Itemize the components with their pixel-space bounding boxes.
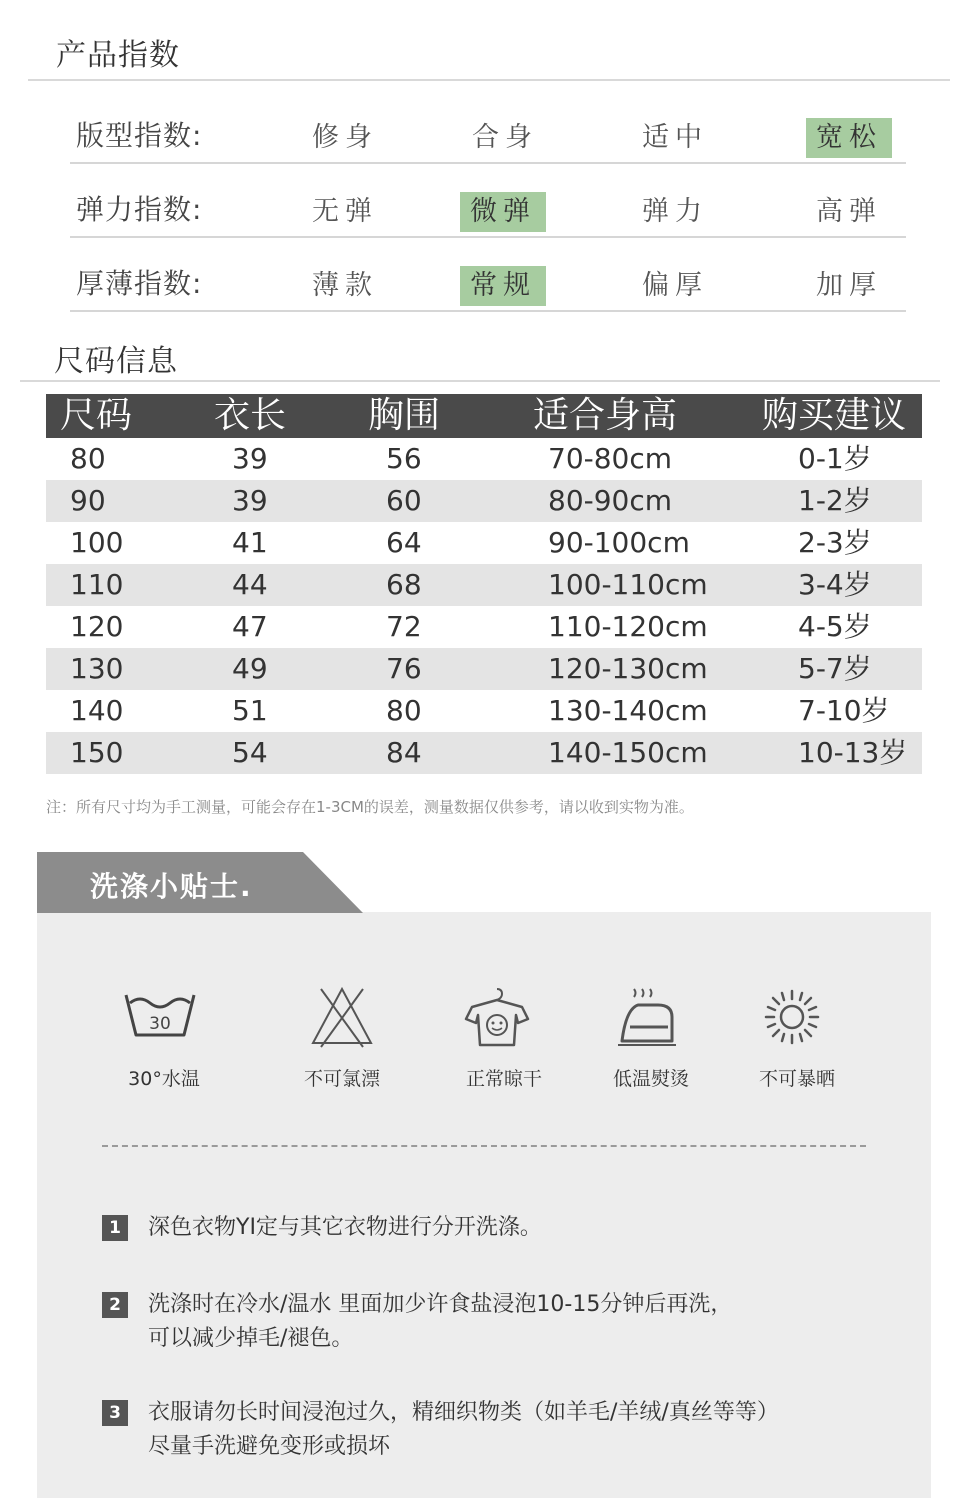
cell-height: 120-130cm: [548, 652, 708, 685]
cell-length: 41: [232, 526, 268, 559]
cell-chest: 60: [386, 484, 422, 517]
thickness-index-label: 厚薄指数:: [76, 267, 203, 300]
table-row: [46, 438, 922, 480]
cell-height: 90-100cm: [548, 526, 690, 559]
cell-age: 4-5岁: [798, 610, 872, 643]
fit-option-loose: 宽松: [806, 118, 892, 158]
cell-age: 7-10岁: [798, 694, 890, 727]
low-iron-icon: [587, 985, 707, 1055]
fit-option-slim: 修身: [312, 122, 378, 153]
cell-size: 90: [70, 484, 106, 517]
header-age: 购买建议: [762, 395, 907, 436]
divider: [20, 380, 940, 382]
cell-size: 100: [70, 526, 124, 559]
cell-size: 120: [70, 610, 124, 643]
size-table: [46, 394, 922, 774]
tip-number-2: 2: [102, 1292, 128, 1318]
tip-text-3: 衣服请勿长时间浸泡过久，精细织物类（如羊毛/羊绒/真丝等等） 尽量手洗避免变形或损坏: [148, 1400, 779, 1459]
header-size: 尺码: [60, 395, 133, 436]
fit-option-regular: 合身: [472, 122, 538, 153]
fit-index-label: 版型指数:: [76, 119, 203, 152]
cell-length: 44: [232, 568, 268, 601]
cell-chest: 72: [386, 610, 422, 643]
cell-age: 0-1岁: [798, 442, 872, 475]
cell-length: 51: [232, 694, 268, 727]
table-row: [46, 522, 922, 564]
cell-size: 110: [70, 568, 124, 601]
cell-length: 47: [232, 610, 268, 643]
tip-text-2: 洗涤时在冷水/温水 里面加少许食盐浸泡10-15分钟后再洗， 可以减少掉毛/褪色。: [148, 1292, 733, 1351]
size-table-header: [46, 394, 922, 438]
no-sun-icon: [732, 985, 852, 1055]
stretch-option-high: 高弹: [816, 196, 882, 227]
cell-size: 130: [70, 652, 124, 685]
fit-index-row: [70, 104, 906, 164]
size-note: 注：所有尺寸均为手工测量，可能会存在1-3CM的误差，测量数据仅供参考，请以收到实物为准。: [46, 798, 694, 816]
cell-height: 140-150cm: [548, 736, 708, 769]
stretch-option-stretch: 弹力: [642, 196, 708, 227]
icon-label-no-sun: 不可暴晒: [758, 1068, 835, 1090]
thickness-option-extra-thick: 加厚: [816, 270, 882, 301]
cell-chest: 80: [386, 694, 422, 727]
table-row: [46, 732, 922, 774]
table-row: [46, 690, 922, 732]
thickness-option-thick: 偏厚: [642, 270, 708, 301]
cell-chest: 68: [386, 568, 422, 601]
cell-length: 49: [232, 652, 268, 685]
cell-age: 5-7岁: [798, 652, 872, 685]
table-row: [46, 480, 922, 522]
table-row: [46, 648, 922, 690]
cell-age: 1-2岁: [798, 484, 872, 517]
thickness-option-thin: 薄款: [312, 270, 378, 301]
cell-chest: 64: [386, 526, 422, 559]
thickness-option-regular: 常规: [460, 266, 546, 306]
size-table-body: [46, 438, 922, 774]
cell-height: 70-80cm: [548, 442, 673, 475]
cell-height: 130-140cm: [548, 694, 708, 727]
tip-number-1: 1: [102, 1215, 128, 1241]
cell-height: 80-90cm: [548, 484, 673, 517]
table-row: [46, 606, 922, 648]
tip-text-1: 深色衣物YI定与其它衣物进行分开洗涤。: [148, 1215, 542, 1240]
stretch-index-label: 弹力指数:: [76, 193, 203, 226]
divider: [28, 79, 950, 81]
stretch-option-slight: 微弹: [460, 192, 546, 232]
thickness-index-row: [70, 252, 906, 312]
cell-age: 10-13岁: [798, 736, 908, 769]
icon-label-no-bleach: 不可氯漂: [303, 1068, 380, 1090]
cell-length: 39: [232, 484, 268, 517]
cell-chest: 56: [386, 442, 422, 475]
cell-chest: 76: [386, 652, 422, 685]
table-row: [46, 564, 922, 606]
header-length: 衣长: [214, 395, 287, 436]
icon-label-wash: 30°水温: [128, 1068, 200, 1090]
wash-temp-text: 30: [149, 1014, 171, 1034]
cell-length: 54: [232, 736, 268, 769]
wash-30-icon: [100, 985, 220, 1055]
tip-number-3: 3: [102, 1400, 128, 1426]
cell-height: 100-110cm: [548, 568, 708, 601]
dashed-divider: [102, 1145, 866, 1147]
header-height: 适合身高: [533, 395, 678, 436]
fit-option-moderate: 适中: [642, 122, 708, 153]
wash-tips-title: 洗涤小贴士.: [90, 870, 253, 903]
header-chest: 胸围: [368, 395, 441, 436]
cell-age: 2-3岁: [798, 526, 872, 559]
size-info-title: 尺码信息: [54, 344, 178, 379]
icon-label-low-iron: 低温熨烫: [612, 1068, 689, 1090]
cell-age: 3-4岁: [798, 568, 872, 601]
cell-height: 110-120cm: [548, 610, 708, 643]
hang-dry-icon: [437, 985, 557, 1055]
cell-chest: 84: [386, 736, 422, 769]
stretch-option-none: 无弹: [312, 196, 378, 227]
cell-size: 150: [70, 736, 124, 769]
cell-length: 39: [232, 442, 268, 475]
product-index-title: 产品指数: [56, 38, 180, 73]
stretch-index-row: [70, 178, 906, 238]
no-bleach-icon: [282, 985, 402, 1055]
cell-size: 80: [70, 442, 106, 475]
cell-size: 140: [70, 694, 124, 727]
icon-label-hang-dry: 正常晾干: [465, 1068, 542, 1090]
